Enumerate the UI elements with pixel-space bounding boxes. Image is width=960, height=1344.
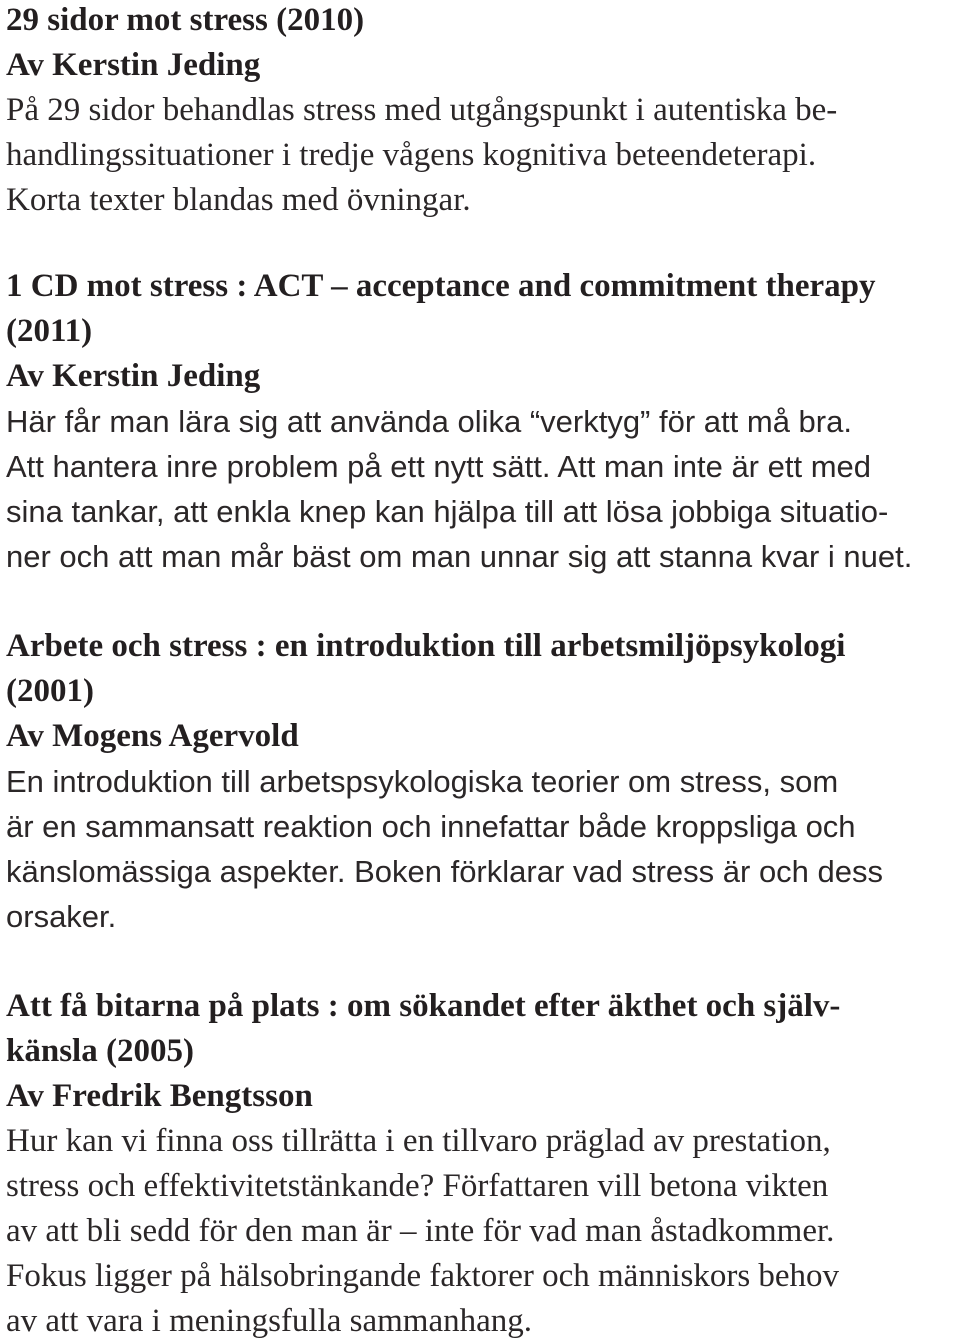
- book-title: Att få bitarna på plats : om sökandet efter äkthet och själv-: [6, 988, 841, 1024]
- book-author: Av Kerstin Jeding: [6, 358, 261, 394]
- book-description-line: av att vara i meningsfulla sammanhang.: [6, 1303, 533, 1339]
- book-title: 1 CD mot stress : ACT – acceptance and commitment therapy: [6, 268, 876, 304]
- book-description-line: är en sammansatt reaktion och innefattar både kroppsliga och: [6, 809, 856, 844]
- book-description-line: Här får man lära sig att använda olika “verktyg” för att må bra.: [6, 404, 852, 439]
- book-description-line: Korta texter blandas med övningar.: [6, 182, 471, 218]
- book-description-line: På 29 sidor behandlas stress med utgångspunkt i autentiska be-: [6, 92, 838, 128]
- book-entry: [6, 0, 956, 223]
- book-title: 29 sidor mot stress (2010): [6, 2, 365, 38]
- book-entry: [6, 624, 956, 939]
- book-description-line: ner och att man mår bäst om man unnar sig att stanna kvar i nuet.: [6, 539, 913, 574]
- book-description-line: Hur kan vi finna oss tillrätta i en tillvaro präglad av prestation,: [6, 1123, 831, 1159]
- book-description-line: Att hantera inre problem på ett nytt sätt. Att man inte är ett med: [6, 449, 872, 484]
- book-author: Av Kerstin Jeding: [6, 47, 261, 83]
- book-author: Av Fredrik Bengtsson: [6, 1078, 313, 1114]
- book-title: Arbete och stress : en introduktion till arbetsmiljöpsykologi: [6, 628, 846, 664]
- book-description-line: En introduktion till arbetspsykologiska teorier om stress, som: [6, 764, 839, 799]
- book-description-line: sina tankar, att enkla knep kan hjälpa till att lösa jobbiga situatio-: [6, 494, 889, 529]
- book-entry: [6, 984, 956, 1344]
- book-title: (2001): [6, 673, 94, 709]
- book-description-line: stress och effektivitetstänkande? Författaren vill betona vikten: [6, 1168, 829, 1204]
- book-author: Av Mogens Agervold: [6, 718, 299, 754]
- book-entry: [6, 264, 956, 579]
- book-description-line: av att bli sedd för den man är – inte för vad man åstadkommer.: [6, 1213, 835, 1249]
- book-description-line: känslomässiga aspekter. Boken förklarar vad stress är och dess: [6, 854, 884, 889]
- book-title: känsla (2005): [6, 1033, 194, 1069]
- book-description-line: orsaker.: [6, 899, 117, 934]
- book-title: (2011): [6, 313, 93, 349]
- book-description-line: handlingssituationer i tredje vågens kognitiva beteendeterapi.: [6, 137, 817, 173]
- book-description-line: Fokus ligger på hälsobringande faktorer och människors behov: [6, 1258, 840, 1294]
